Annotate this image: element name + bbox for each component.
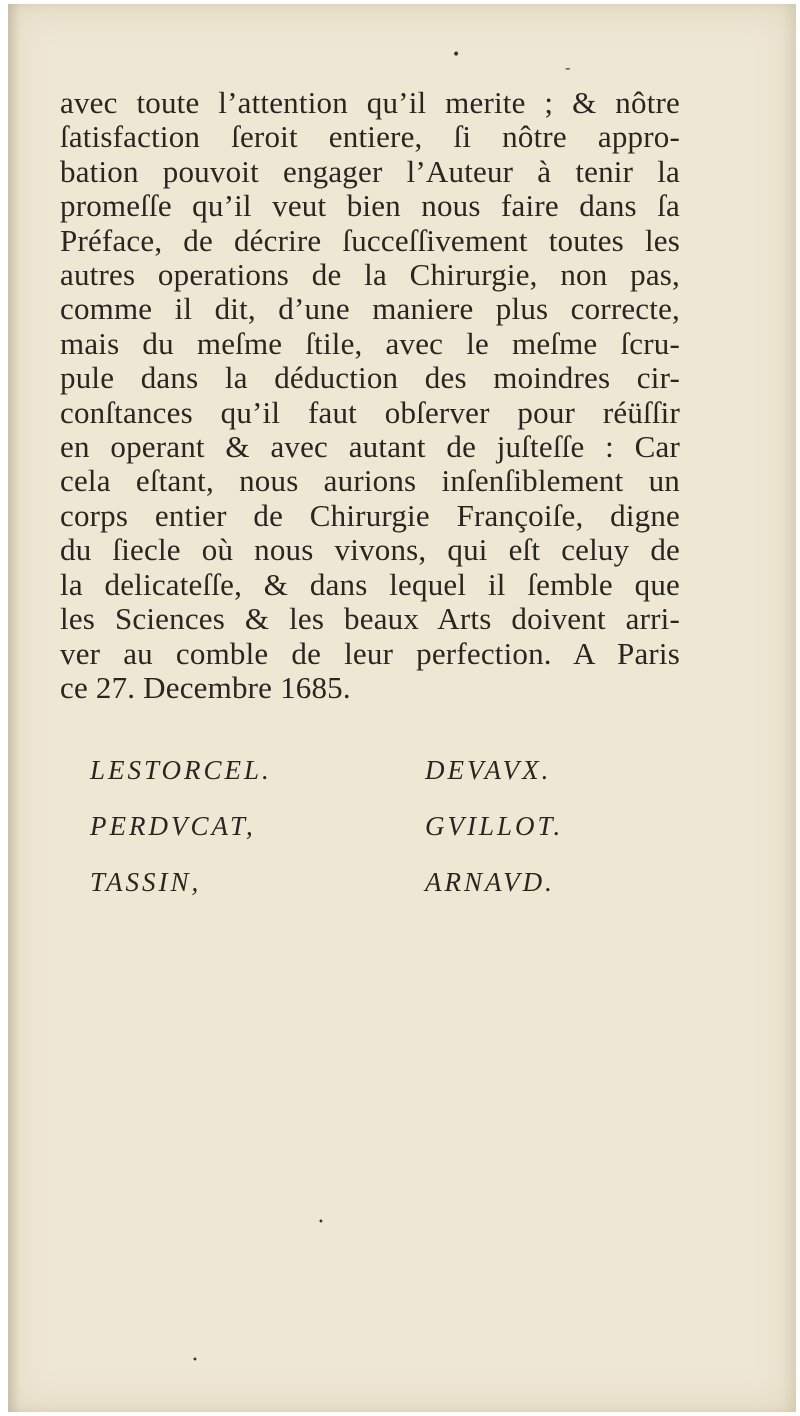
ink-speck-icon: •	[452, 47, 461, 63]
text-line: en operant & avec autant de juſteſſe : Car	[60, 429, 680, 465]
signature-name: DEVAVX.	[425, 754, 552, 785]
text-line: avec toute l’attention qu’il merite ; & nôtre	[60, 85, 680, 120]
text-line: autres operations de la Chirurgie, non pas,	[60, 257, 680, 293]
signature-row	[90, 854, 690, 910]
approbation-text	[60, 86, 680, 705]
signature-row	[90, 798, 690, 854]
text-line: cela eſtant, nous aurions inſenſiblement un	[60, 463, 680, 499]
signature-block	[90, 742, 690, 910]
text-line: ſatisfaction ſeroit entiere, ſi nôtre appro-	[60, 119, 680, 155]
text-line: Préface, de décrire ſucceſſivement toutes les	[60, 222, 680, 258]
ink-speck-icon: •	[192, 1355, 198, 1366]
text-line: conſtances qu’il faut obſerver pour réüſſir	[60, 394, 680, 430]
text-line: ver au comble de leur perfection. A Paris	[60, 635, 680, 671]
page-gutter-shadow	[8, 4, 20, 1412]
ink-mark-icon: -	[565, 58, 571, 77]
signature-name: ARNAVD.	[425, 866, 555, 897]
text-line: bation pouvoit engager l’Auteur à tenir la	[60, 153, 680, 189]
text-line: comme il dit, d’une maniere plus correcte,	[60, 291, 680, 327]
signature-name: TASSIN,	[90, 866, 202, 897]
signature-name: GVILLOT.	[425, 810, 564, 841]
signature-name: PERDVCAT,	[90, 810, 256, 841]
signature-name: LESTORCEL.	[90, 754, 272, 785]
text-line: corps entier de Chirurgie Françoiſe, digne	[60, 497, 680, 533]
ink-speck-icon: •	[318, 1217, 324, 1228]
text-line: pule dans la déduction des moindres cir-	[60, 360, 680, 396]
text-line: les Sciences & les beaux Arts doivent arri-	[60, 601, 680, 637]
text-line: promeſſe qu’il veut bien nous faire dans ſa	[60, 188, 680, 224]
text-line: du ſiecle où nous vivons, qui eſt celuy de	[60, 532, 680, 568]
signature-row	[90, 742, 690, 798]
text-line: la delicateſſe, & dans lequel il ſemble que	[60, 566, 680, 602]
text-line: mais du meſme ſtile, avec le meſme ſcru-	[60, 325, 680, 361]
text-line-date: ce 27. Decembre 1685.	[60, 669, 351, 705]
